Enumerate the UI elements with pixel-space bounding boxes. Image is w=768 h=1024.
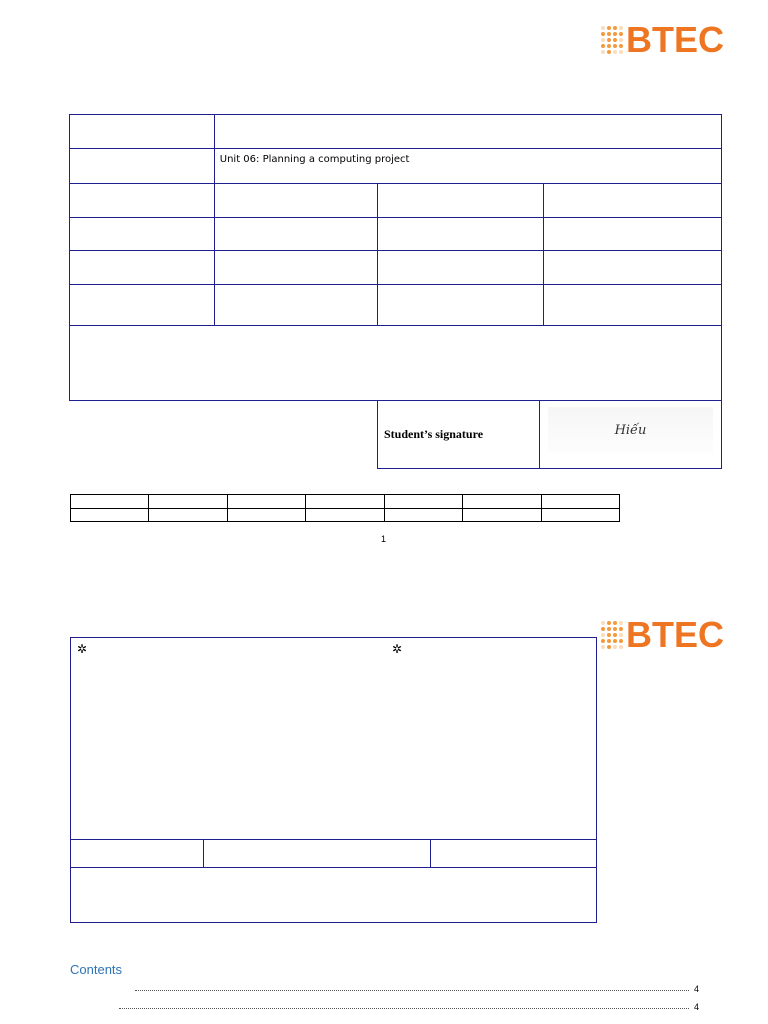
grid-cell xyxy=(306,508,384,522)
cell-label xyxy=(70,218,215,251)
grid-cell xyxy=(227,495,305,509)
unit-name: Unit 06: Planning a computing project xyxy=(219,154,410,165)
signature-cell xyxy=(540,401,722,469)
signature-text: Hiếu xyxy=(614,422,647,438)
row-divider xyxy=(71,839,596,840)
grid-cell xyxy=(463,508,541,522)
grading-grid xyxy=(70,494,620,522)
toc-entry[interactable] xyxy=(135,986,699,998)
toc-entry[interactable] xyxy=(119,1004,699,1016)
grid-cell xyxy=(541,508,619,522)
toc-leader xyxy=(119,1008,689,1009)
grid-cell xyxy=(71,495,149,509)
cell-value xyxy=(544,218,722,251)
checkbox-icon[interactable]: ✲ xyxy=(392,642,403,656)
btec-logo xyxy=(601,614,724,655)
grid-cell xyxy=(384,508,462,522)
unit-name-cell xyxy=(214,149,721,184)
cell-value xyxy=(544,285,722,326)
column-divider xyxy=(203,839,204,867)
cell-value xyxy=(544,251,722,285)
btec-logo xyxy=(601,19,724,60)
toc-leader xyxy=(135,990,689,991)
toc-page-number: 4 xyxy=(693,1002,699,1012)
cell-value xyxy=(214,115,721,149)
grid-cell xyxy=(306,495,384,509)
grid-cell xyxy=(463,495,541,509)
grid-cell xyxy=(227,508,305,522)
grid-cell xyxy=(541,495,619,509)
cell-label xyxy=(377,218,544,251)
checkbox-icon[interactable]: ✲ xyxy=(77,642,88,656)
assignment-front-sheet-table xyxy=(69,114,722,401)
page-number: 1 xyxy=(381,534,387,544)
grid-cell xyxy=(384,495,462,509)
cell-label xyxy=(70,115,215,149)
logo-dots-icon xyxy=(601,621,623,649)
cell-value xyxy=(214,218,377,251)
row-divider xyxy=(71,867,596,868)
column-divider xyxy=(430,839,431,867)
cell-label xyxy=(70,285,215,326)
cell-value xyxy=(544,184,722,218)
declaration-cell xyxy=(70,326,722,401)
signature-label: Student’s signature xyxy=(384,427,484,441)
cell-label xyxy=(377,184,544,218)
btec-logo-text: BTEC xyxy=(626,614,724,655)
signature-label-cell xyxy=(378,401,540,469)
toc-page-number: 4 xyxy=(693,984,699,994)
cell-value xyxy=(214,184,377,218)
cell-value xyxy=(214,285,377,326)
grid-cell xyxy=(149,508,227,522)
btec-logo-text: BTEC xyxy=(626,19,724,60)
feedback-box xyxy=(70,637,597,923)
logo-dots-icon xyxy=(601,26,623,54)
signature-table xyxy=(377,400,722,469)
cell-label xyxy=(377,251,544,285)
contents-heading: Contents xyxy=(70,962,123,977)
cell-value xyxy=(214,251,377,285)
grid-cell xyxy=(149,495,227,509)
cell-label xyxy=(70,184,215,218)
grid-cell xyxy=(71,508,149,522)
cell-label xyxy=(377,285,544,326)
cell-label xyxy=(70,251,215,285)
cell-label xyxy=(70,149,215,184)
signature-image xyxy=(548,407,713,453)
